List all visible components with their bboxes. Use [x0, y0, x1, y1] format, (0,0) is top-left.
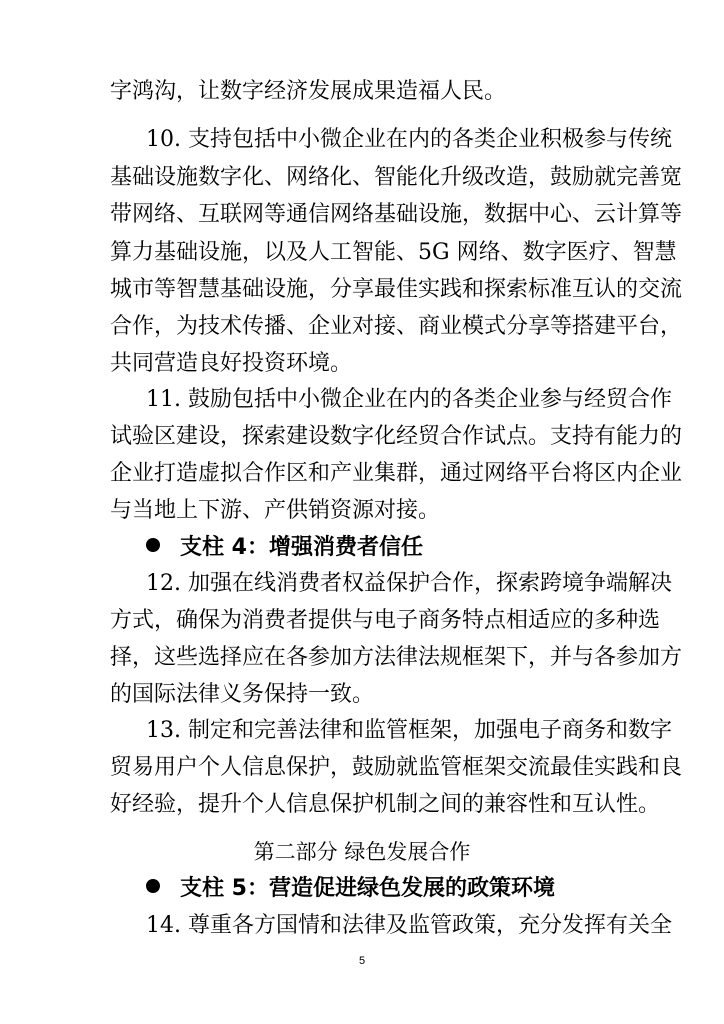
paragraph-13-start: 13. 制定和完善法律和监管框架，加强电子商务和数字	[146, 718, 672, 743]
text-line: 与当地上下游、产供销资源对接。	[110, 498, 441, 523]
text-line: 择，这些选择应在各参加方法律法规框架下，并与各参加方	[110, 645, 683, 670]
text-line: 合作，为技术传播、企业对接、商业模式分享等搭建平台，	[110, 314, 683, 339]
text-line: 字鸿沟，让数字经济发展成果造福人民。	[110, 79, 507, 104]
paragraph-11-start: 11. 鼓励包括中小微企业在内的各类企业参与经贸合作	[146, 387, 672, 412]
text-line: 试验区建设，探索建设数字化经贸合作试点。支持有能力的	[110, 424, 683, 449]
text-line: 共同营造良好投资环境。	[110, 351, 353, 376]
pillar-5-label: 支柱 5：营造促进绿色发展的政策环境	[180, 876, 555, 901]
paragraph-14-start: 14. 尊重各方国情和法律及监管政策，充分发挥有关全	[146, 913, 672, 938]
pillar-5-heading	[146, 875, 616, 903]
text-line: 带网络、互联网等通信网络基础设施，数据中心、云计算等	[110, 202, 683, 227]
text-line: 贸易用户个人信息保护，鼓励就监管框架交流最佳实践和良	[110, 755, 683, 780]
text-line: 好经验，提升个人信息保护机制之间的兼容性和互认性。	[110, 792, 661, 817]
pillar-4-heading	[146, 534, 616, 562]
text-line: 基础设施数字化、网络化、智能化升级改造，鼓励就完善宽	[110, 165, 683, 190]
bullet-icon	[146, 538, 160, 552]
text-line: 企业打造虚拟合作区和产业集群，通过网络平台将区内企业	[110, 461, 683, 486]
pillar-4-label: 支柱 4：增强消费者信任	[180, 535, 423, 560]
text-line: 城市等智慧基础设施，分享最佳实践和探索标准互认的交流	[110, 277, 683, 302]
page-number: 5	[358, 955, 366, 967]
text-line: 的国际法律义务保持一致。	[110, 682, 375, 707]
text-line: 方式，确保为消费者提供与电子商务特点相适应的多种选	[110, 608, 661, 633]
paragraph-12-start: 12. 加强在线消费者权益保护合作，探索跨境争端解决	[146, 571, 672, 596]
part-two-heading: 第二部分 绿色发展合作	[253, 840, 471, 864]
paragraph-10-start: 10. 支持包括中小微企业在内的各类企业积极参与传统	[146, 127, 672, 152]
bullet-icon	[146, 879, 160, 893]
text-line: 算力基础设施，以及人工智能、5G 网络、数字医疗、智慧	[110, 240, 677, 265]
